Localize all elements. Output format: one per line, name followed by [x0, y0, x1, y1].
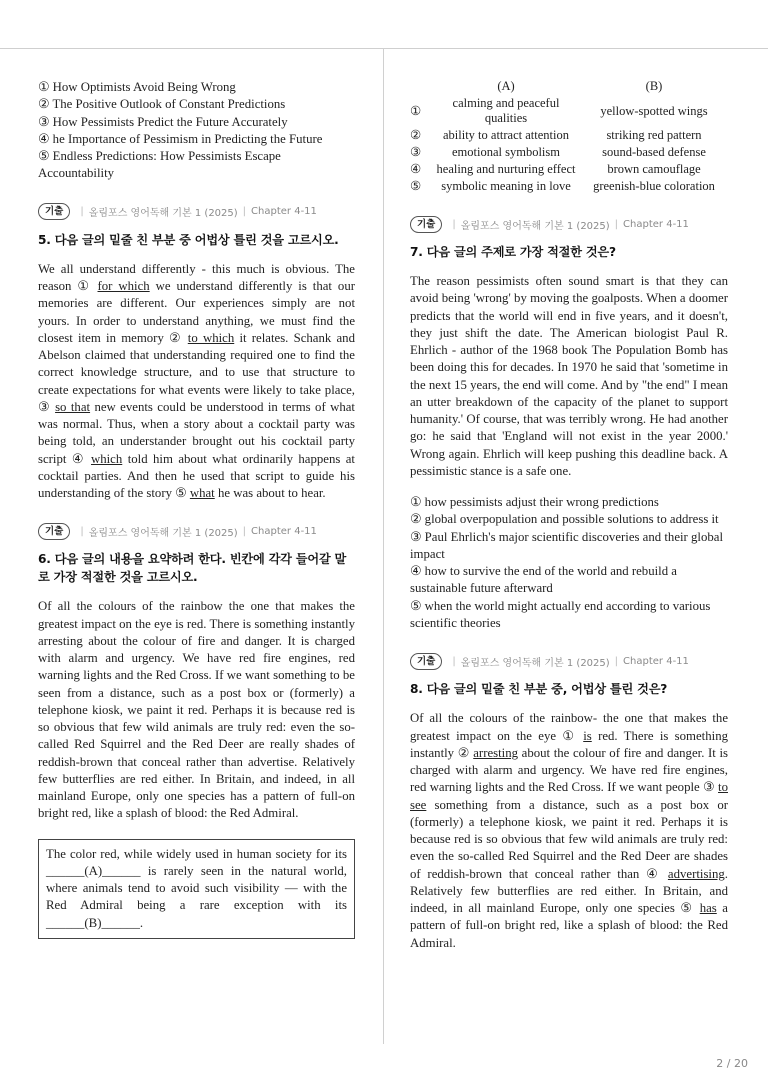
- table-header-row: [410, 78, 728, 95]
- table-row: ③ emotional symbolism sound-based defense: [410, 145, 706, 159]
- q7-option-3: ③ Paul Ehrlich's major scientific discoveries and their global impact: [410, 529, 723, 561]
- left-column: [38, 62, 355, 939]
- source-text: 올림포스 영어독해 기본 1 (2025): [460, 657, 610, 669]
- q4-option-3: ③ How Pessimists Predict the Future Accurately: [38, 114, 288, 129]
- right-column: [410, 78, 728, 952]
- q4-options: [38, 79, 355, 183]
- page-number: 2 / 20: [716, 1057, 748, 1070]
- chapter-text: Chapter 4-11: [251, 525, 317, 537]
- table-row: ⑤ symbolic meaning in love greenish-blue coloration: [410, 179, 715, 193]
- table-row: ② ability to attract attention striking red pattern: [410, 128, 702, 142]
- q8-passage: Of all the colours of the rainbow- the one that makes the greatest impact on the eye ① is red. There is something instantly ② arresting about the colour of fire and danger. It is charged with alarm and urgency. We have red fire engines, red warning lights and the Red Cross. If we want people ③ to see something from a distance, such as a post box or (formerly) a telephone kiosk, we paint it red. Perhaps it is because red is so obvious that few wild animals are truly red: even the so-called Red Squirrel and the Red Deer are shades of reddish-brown that conceal rather than ④ advertising. Relatively few butterflies are red either. In Britain, and indeed, in all mainland Europe, only one species ⑤ has a pattern of full-on bright red, like a splash of blood: the Red Admiral.: [410, 711, 729, 950]
- q7-passage: The reason pessimists often sound smart is that they can avoid being 'wrong' by moving the goalposts. When a doomer predicts that the world will end in five years, and it doesn't, they just shift the date. The American biologist Paul R. Ehrlich - author of the 1968 book The Population Bomb has been doing this for decades. In 1970 he said that 'sometime in the next 15 years, the end will come. And by "the end" I mean an utter breakdown of the capacity of the planet to support humanity.' Of course, that was terribly wrong. He had another go: he said that 'England will not exist in the year 2000.' Wrong again. Ehrlich will keep pushing this deadline back. A pessimistic stance is a safe one.: [410, 274, 728, 478]
- past-exam-badge: 기출: [410, 653, 442, 670]
- q6-source-tag: 기출 | 올림포스 영어독해 기본 1 (2025) | Chapter 4-11: [38, 522, 355, 540]
- q4-option-4: ④ he Importance of Pessimism in Predicting the Future: [38, 131, 323, 146]
- q6-passage: Of all the colours of the rainbow the one that makes the greatest impact on the eye is red. There is something instantly arresting about the colour of fire and danger. It is charged with alarm and urgency. We have red fire engines, red warning lights and the Red Cross. If we want something to be seen from a distance, such as a post box or (formerly) a telephone kiosk, we paint it red. Perhaps it is because red is so obvious that few wild animals are truly red: even the so-called Red Squirrel and the Red Deer are really shades of reddish-brown that conceal rather than advertise. Relatively few butterflies are red either. In Britain, and indeed, in all mainland Europe, only one species has a pattern of full-on bright red, like a splash of blood: the Red Admiral.: [38, 599, 355, 821]
- table-row: ④ healing and nurturing effect brown camouflage: [410, 162, 701, 176]
- table-row: ① calming and peaceful qualities yellow-spotted wings: [410, 96, 708, 125]
- q5-underline-5: what: [189, 486, 215, 501]
- q4-option-2: ② The Positive Outlook of Constant Predictions: [38, 97, 286, 112]
- header-b: (B): [645, 79, 663, 93]
- q4-option-5: ⑤ Endless Predictions: How Pessimists Escape Accountability: [38, 149, 281, 181]
- chapter-text: Chapter 4-11: [623, 655, 689, 667]
- q6-title: 6. 다음 글의 내용을 요약하려 한다. 빈칸에 각각 들어갈 말로 가장 적절한 것을 고르시오.: [38, 552, 347, 585]
- q7-options: [410, 494, 728, 632]
- source-text: 올림포스 영어독해 기본 1 (2025): [460, 220, 610, 232]
- q4-option-1: ① How Optimists Avoid Being Wrong: [38, 80, 236, 94]
- source-text: 올림포스 영어독해 기본 1 (2025): [88, 208, 238, 220]
- q5-underline-1: for which: [97, 279, 150, 294]
- chapter-text: Chapter 4-11: [623, 218, 689, 230]
- q7-source-tag: 기출 | 올림포스 영어독해 기본 1 (2025) | Chapter 4-11: [410, 215, 728, 233]
- q5-source-tag: 기출 | 올림포스 영어독해 기본 1 (2025) | Chapter 4-11: [38, 203, 355, 221]
- header-a: (A): [497, 79, 515, 93]
- q7-option-5: ⑤ when the world might actually end according to various scientific theories: [410, 598, 711, 631]
- q8-underline-2: arresting: [473, 745, 519, 760]
- q6-answer-table: [410, 78, 728, 195]
- q5-underline-4: which: [90, 451, 123, 466]
- q8-source-tag: 기출 | 올림포스 영어독해 기본 1 (2025) | Chapter 4-11: [410, 652, 728, 670]
- header-rule: [0, 48, 768, 49]
- column-divider: [383, 48, 384, 1044]
- q7-option-4: ④ how to survive the end of the world and rebuild a sustainable future afterward: [410, 564, 677, 596]
- q5-passage: We all understand differently - this much is obvious. The reason ① for which we understand differently is that our memories are different. Our experiences simply are not yours. In order to understand anything, we must find the closest item in memory ② to which it relates. Schank and Abelson claimed that understanding required one to find the correct knowledge structure, and to use that structure to create expectations for what events were likely to take place, ③ so that new events could be understood in terms of what was normal. Thus, when a story about a cocktail party was being told, an understander brought out his cocktail party script ④ which told him about what ordinarily happens at cocktail parties. And then he used that script to guide his understanding of the story ⑤ what he was about to hear.: [38, 261, 355, 501]
- q8-underline-3: to see: [410, 780, 728, 812]
- q7-option-2: ② global overpopulation and possible solutions to address it: [410, 512, 719, 527]
- q5-underline-2: to which: [187, 330, 235, 345]
- q7-title: 7. 다음 글의 주제로 가장 적절한 것은?: [410, 245, 616, 259]
- source-text: 올림포스 영어독해 기본 1 (2025): [88, 527, 238, 539]
- q6-summary-box: The color red, while widely used in human society for its ______(A)______ is rarely seen in the natural world, where animals tend to avoid such visibility — with the Red Admiral being a rare exception with its ______(B)______.: [38, 839, 355, 939]
- q8-title: 8. 다음 글의 밑줄 친 부분 중, 어법상 틀린 것은?: [410, 682, 668, 697]
- past-exam-badge: 기출: [410, 216, 442, 233]
- past-exam-badge: 기출: [38, 523, 70, 540]
- q5-title: 5. 다음 글의 밑줄 친 부분 중 어법상 틀린 것을 고르시오.: [38, 232, 339, 247]
- q8-underline-5: has: [699, 901, 717, 916]
- q8-underline-4: advertising: [667, 866, 725, 881]
- q7-option-1: ① how pessimists adjust their wrong predictions: [410, 495, 659, 509]
- q5-underline-3: so that: [55, 399, 91, 414]
- past-exam-badge: 기출: [38, 203, 70, 220]
- q8-underline-1: is: [583, 728, 592, 743]
- chapter-text: Chapter 4-11: [251, 206, 317, 218]
